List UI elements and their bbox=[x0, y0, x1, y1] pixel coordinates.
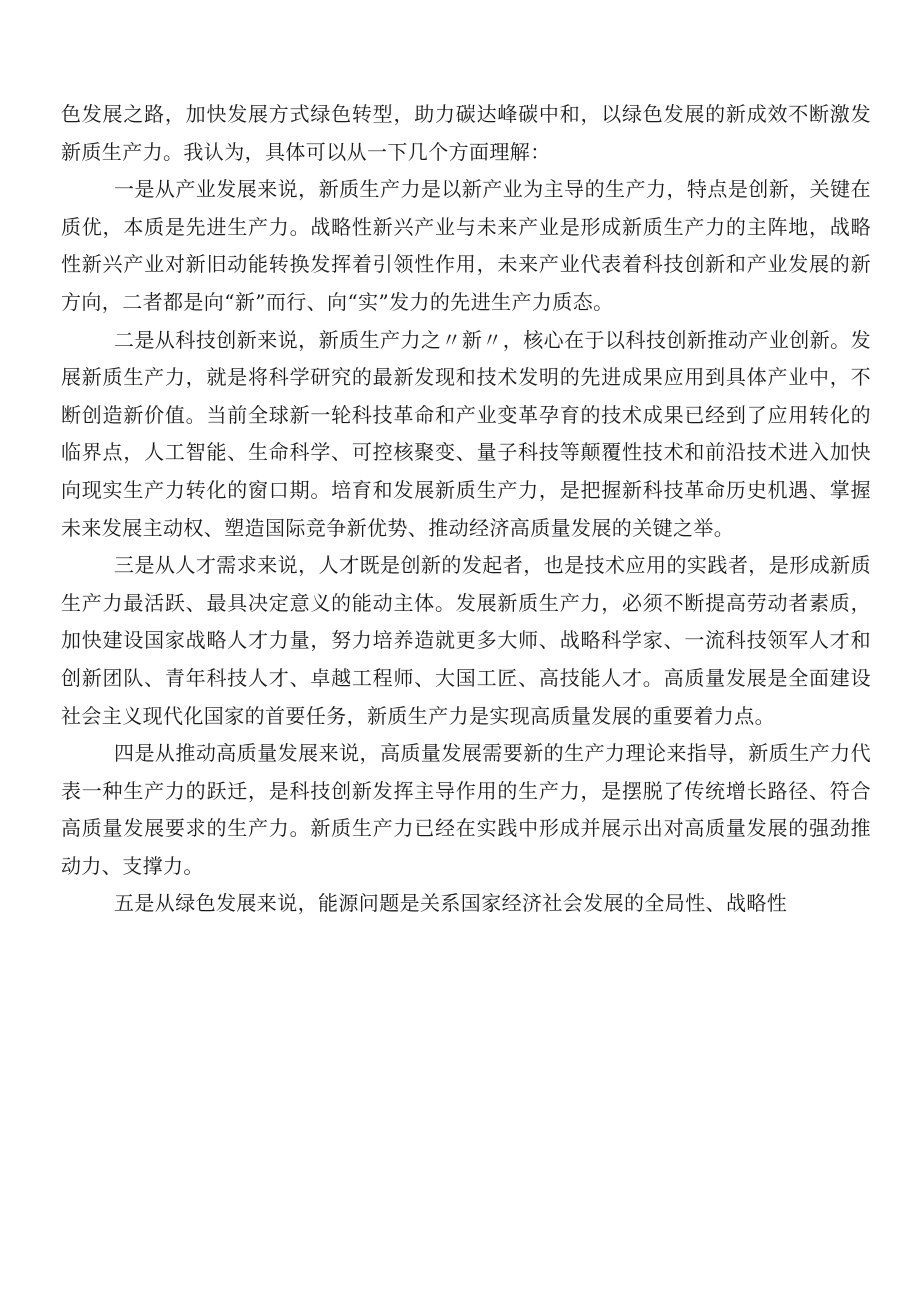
paragraph-point-1: 一是从产业发展来说，新质生产力是以新产业为主导的生产力，特点是创新，关键在质优，本质是先进生产力。战略性新兴产业与未来产业是形成新质生产力的主阵地，战略性新兴产业对新旧动能转换发挥着引领性作用，未来产业代表着科技创新和产业发展的新方向，二者都是向“新”而行、向“实”发力的先进生产力质态。 bbox=[61, 177, 871, 314]
paragraph-intro: 色发展之路，加快发展方式绿色转型，助力碳达峰碳中和，以绿色发展的新成效不断激发新质生产力。我认为，具体可以从一下几个方面理解： bbox=[61, 102, 871, 164]
document-body bbox=[61, 96, 871, 923]
paragraph-point-4: 四是从推动高质量发展来说，高质量发展需要新的生产力理论来指导，新质生产力代表一种生产力的跃迁，是科技创新发挥主导作用的生产力，是摆脱了传统增长路径、符合高质量发展要求的生产力。新质生产力已经在实践中形成并展示出对高质量发展的强劲推动力、支撑力。 bbox=[61, 741, 871, 878]
paragraph-point-3: 三是从人才需求来说，人才既是创新的发起者，也是技术应用的实践者，是形成新质生产力最活跃、最具决定意义的能动主体。发展新质生产力，必须不断提高劳动者素质，加快建设国家战略人才力量，努力培养造就更多大师、战略科学家、一流科技领军人才和创新团队、青年科技人才、卓越工程师、大国工匠、高技能人才。高质量发展是全面建设社会主义现代化国家的首要任务，新质生产力是实现高质量发展的重要着力点。 bbox=[61, 553, 871, 728]
paragraph-point-2: 二是从科技创新来说，新质生产力之〃新〃，核心在于以科技创新推动产业创新。发展新质生产力，就是将科学研究的最新发现和技术发明的先进成果应用到具体产业中，不断创造新价值。当前全球新一轮科技革命和产业变革孕育的技术成果已经到了应用转化的临界点，人工智能、生命科学、可控核聚变、量子科技等颠覆性技术和前沿技术进入加快向现实生产力转化的窗口期。培育和发展新质生产力，是把握新科技革命历史机遇、掌握未来发展主动权、塑造国际竞争新优势、推动经济高质量发展的关键之举。 bbox=[61, 327, 871, 540]
paragraph-point-5: 五是从绿色发展来说，能源问题是关系国家经济社会发展的全局性、战略性 bbox=[114, 891, 788, 916]
